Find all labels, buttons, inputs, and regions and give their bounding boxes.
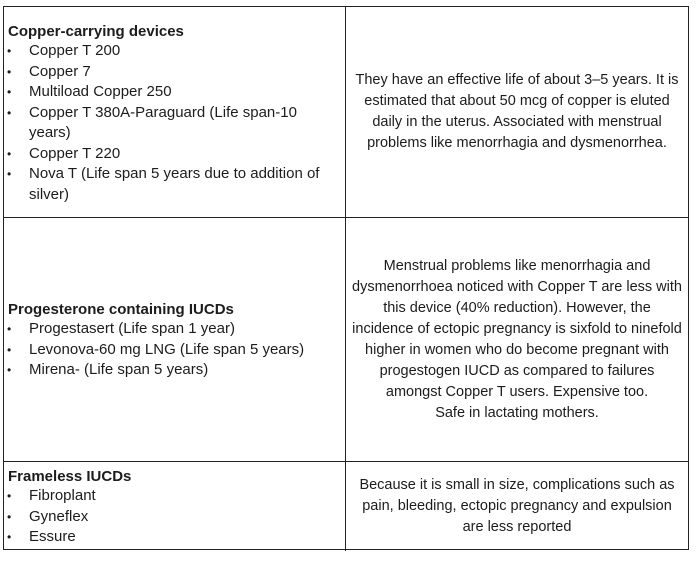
list-item: • Nova T (Life span 5 years due to addition of silver) — [7, 165, 320, 203]
table-row-progesterone — [4, 218, 688, 462]
bullet-icon: • — [7, 489, 12, 503]
iucd-table — [3, 6, 689, 550]
bullet-icon: • — [7, 322, 12, 336]
row-description: Because it is small in size, complications such as pain, bleeding, ectopic pregnancy and expulsion are less reported — [359, 477, 675, 535]
row-heading: Copper-carrying devices — [8, 23, 184, 40]
bullet-icon: • — [7, 44, 12, 58]
device-cell — [4, 462, 346, 551]
table-row-copper — [4, 7, 688, 218]
description-cell — [346, 462, 688, 551]
row-description: Menstrual problems like menorrhagia and dysmenorrhoea noticed with Copper T are less with this device (40% reduction). However, the incidence of ectopic pregnancy is sixfold to ninefold higher in women who do become pregnant with progestogen IUCD as compared to failures amongst Copper T users. Expensive too. — [352, 257, 682, 400]
device-cell — [4, 7, 346, 217]
row-heading: Progesterone containing IUCDs — [8, 301, 234, 318]
bullet-icon: • — [7, 146, 12, 161]
bullet-icon: • — [7, 530, 12, 544]
list-item: • Mirena- (Life span 5 years) — [4, 360, 345, 381]
table-row-frameless — [4, 462, 688, 551]
bullet-icon: • — [7, 342, 12, 357]
list-item: • Levonova-60 mg LNG (Life span 5 years) — [4, 340, 345, 361]
description-cell — [346, 7, 688, 217]
list-item: • Gyneflex — [4, 507, 345, 528]
description-cell — [346, 218, 688, 461]
list-item: • Copper 7 — [4, 62, 345, 83]
list-item: • Essure — [4, 527, 345, 548]
device-list — [4, 319, 345, 381]
list-item: • Multiload Copper 250 — [4, 82, 345, 103]
device-list — [4, 486, 345, 548]
device-cell — [4, 218, 346, 461]
list-item: • Progestasert (Life span 1 year) — [4, 319, 345, 340]
list-item: • Copper T 220 — [4, 144, 345, 165]
bullet-icon: • — [7, 509, 12, 524]
bullet-icon: • — [7, 167, 12, 181]
list-item: • Copper T 200 — [4, 41, 345, 62]
row-description-extra: Safe in lactating mothers. — [435, 404, 599, 421]
bullet-icon: • — [7, 105, 12, 120]
list-item: • Copper T 380A-Paraguard (Life span-10 years) — [7, 103, 297, 141]
row-heading: Frameless IUCDs — [8, 468, 132, 485]
bullet-icon: • — [7, 64, 12, 79]
device-list — [4, 41, 345, 205]
bullet-icon: • — [7, 85, 12, 99]
bullet-icon: • — [7, 363, 12, 377]
list-item: • Fibroplant — [4, 486, 345, 507]
row-description: They have an effective life of about 3–5 years. It is estimated that about 50 mcg of copper is eluted daily in the uterus. Associated with menstrual problems like menorrhagia and dysmenorrhea. — [355, 72, 679, 151]
